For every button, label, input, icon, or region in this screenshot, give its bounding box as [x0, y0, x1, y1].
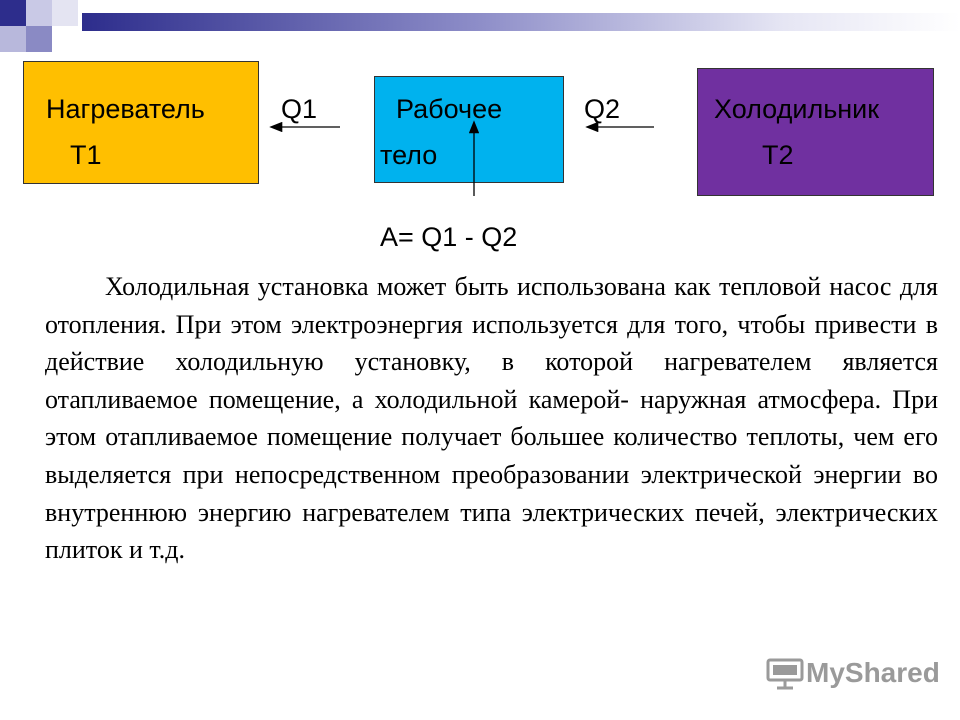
q2-label: Q2	[584, 94, 621, 124]
watermark-text: MyShared	[806, 657, 940, 688]
formula: A= Q1 - Q2	[380, 222, 518, 252]
cooler-name: Холодильник	[714, 94, 880, 124]
cooler-temp: T2	[762, 140, 794, 170]
body-label-line2: тело	[380, 140, 438, 170]
projector-screen-icon	[766, 658, 804, 690]
q1-label: Q1	[281, 94, 318, 124]
heater-name: Нагреватель	[46, 94, 205, 124]
heater-temp: T1	[70, 140, 102, 170]
body-paragraph: Холодильная установка может быть использована как тепловой насос для отопления. При этом электроэнергия используется для того, чтобы привести в действие холодильную установку, в которой нагревателем является отапливаемое помещение, а холодильной камерой- наружная атмосфера. При этом отапливаемое помещение получает большее количество теплоты, чем его выделяется при непосредственном преобразовании электрической энергии во внутреннюю энергию нагревателем типа электрических печей, электрических плиток и т.д.	[45, 272, 938, 565]
body-label-line1: Рабочее	[396, 94, 503, 124]
